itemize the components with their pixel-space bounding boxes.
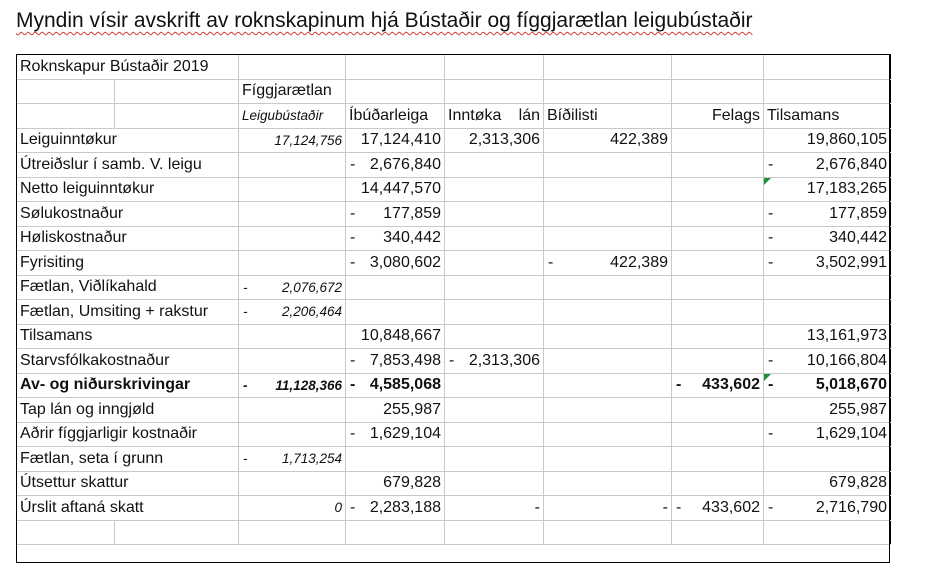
cell-inntoka — [445, 324, 544, 349]
cell-ibud — [346, 275, 445, 300]
table-row — [17, 177, 891, 202]
negative-sign: - — [676, 498, 682, 516]
cell-figg — [239, 422, 346, 447]
cell-bidi-value: - — [662, 498, 668, 516]
cell-bidi — [544, 447, 672, 472]
negative-sign: - — [243, 304, 248, 320]
cell-figg-value: 11,128,366 — [275, 377, 342, 393]
cell-figg — [239, 471, 346, 496]
cell-tilsamans-value: 2,676,840 — [815, 155, 887, 173]
cell-tilsamans — [764, 128, 891, 153]
cell-tilsamans-value: 19,860,105 — [806, 131, 887, 149]
cell-figg — [239, 202, 346, 227]
cell-felags — [672, 324, 764, 349]
header-tilsamans: Tilsamans — [764, 104, 891, 129]
negative-sign: - — [243, 279, 248, 295]
negative-sign: - — [768, 155, 774, 173]
header-ibud: Íbúðarleiga — [346, 104, 445, 129]
formula-warning-marker — [764, 374, 771, 381]
cell-inntoka — [445, 373, 544, 398]
table-row — [17, 471, 891, 496]
header-inntoka: Inntøka lán — [445, 104, 544, 129]
negative-sign: - — [768, 498, 774, 516]
cell-bidi-value: 422,389 — [610, 253, 668, 271]
cell-tilsamans-value: 13,161,973 — [806, 327, 887, 345]
table-row — [17, 496, 891, 521]
row-label: Høliskostnaður — [17, 226, 239, 251]
row-label: Útreiðslur í samb. V. leigu — [17, 153, 239, 178]
cell-inntoka — [445, 226, 544, 251]
negative-sign: - — [768, 229, 774, 247]
cell-felags — [672, 447, 764, 472]
cell-ibud-value: 255,987 — [383, 400, 441, 418]
cell-felags — [672, 398, 764, 423]
table-row — [17, 226, 891, 251]
negative-sign: - — [548, 253, 554, 271]
cell-tilsamans-value: 340,442 — [829, 229, 887, 247]
cell-ibud-value: 14,447,570 — [360, 180, 441, 198]
cell-tilsamans — [764, 275, 891, 300]
cell-figg — [239, 373, 346, 398]
formula-warning-marker — [764, 178, 771, 185]
negative-sign: - — [243, 377, 248, 393]
cell-tilsamans-value: 1,629,104 — [815, 425, 887, 443]
header-figg-line1: Fíggjarætlan — [239, 79, 346, 104]
cell-figg-value: 2,076,672 — [281, 279, 342, 295]
negative-sign: - — [768, 351, 774, 369]
header-felags: Felags — [672, 104, 764, 129]
cell-inntoka — [445, 202, 544, 227]
cell-tilsamans — [764, 300, 891, 325]
cell-tilsamans — [764, 373, 891, 398]
cell-felags — [672, 349, 764, 374]
negative-sign: - — [350, 498, 356, 516]
negative-sign: - — [350, 376, 356, 394]
table-row — [17, 128, 891, 153]
cell-tilsamans-value: 10,166,804 — [806, 351, 887, 369]
row-label: Fætlan, seta í grunn — [17, 447, 239, 472]
cell-tilsamans-value: 177,859 — [829, 204, 887, 222]
cell-felags-value: 433,602 — [702, 498, 760, 516]
row-label: Leiguinntøkur — [17, 128, 239, 153]
cell-tilsamans-value: 2,716,790 — [815, 498, 887, 516]
cell-ibud — [346, 422, 445, 447]
header-row-1 — [17, 79, 891, 104]
negative-sign: - — [768, 253, 774, 271]
cell-figg — [239, 275, 346, 300]
cell-ibud-value: 340,442 — [383, 229, 441, 247]
cell-bidi — [544, 422, 672, 447]
negative-sign: - — [768, 425, 774, 443]
cell-felags — [672, 275, 764, 300]
cell-bidi — [544, 251, 672, 276]
row-label: Tap lán og inngjøld — [17, 398, 239, 423]
negative-sign: - — [350, 155, 356, 173]
cell-bidi — [544, 153, 672, 178]
cell-ibud-value: 679,828 — [383, 474, 441, 492]
cell-ibud-value: 3,080,602 — [369, 253, 441, 271]
cell-bidi — [544, 471, 672, 496]
table-row — [17, 300, 891, 325]
cell-felags — [672, 373, 764, 398]
cell-inntoka-value: 2,313,306 — [468, 351, 540, 369]
row-label: Útsettur skattur — [17, 471, 239, 496]
cell-figg — [239, 447, 346, 472]
cell-felags-value: 433,602 — [702, 376, 760, 394]
cell-ibud — [346, 177, 445, 202]
cell-figg — [239, 300, 346, 325]
cell-ibud-value: 2,283,188 — [369, 498, 441, 516]
negative-sign: - — [449, 351, 455, 369]
cell-figg-value: 1,713,254 — [281, 451, 342, 467]
row-label: Fætlan, Viðlíkahald — [17, 275, 239, 300]
row-label: Starvsfólkakostnaður — [17, 349, 239, 374]
row-label: Úrslit aftaná skatt — [17, 496, 239, 521]
table-row — [17, 373, 891, 398]
cell-inntoka — [445, 496, 544, 521]
cell-ibud — [346, 202, 445, 227]
negative-sign: - — [768, 376, 774, 394]
cell-tilsamans — [764, 496, 891, 521]
cell-ibud-value: 4,585,068 — [369, 376, 441, 394]
cell-tilsamans-value: 5,018,670 — [815, 376, 887, 394]
cell-figg — [239, 153, 346, 178]
cell-inntoka — [445, 398, 544, 423]
cell-bidi — [544, 128, 672, 153]
cell-figg — [239, 251, 346, 276]
cell-inntoka — [445, 447, 544, 472]
row-label: Fyrisiting — [17, 251, 239, 276]
cell-tilsamans — [764, 153, 891, 178]
sheet-title: Roknskapur Bústaðir 2019 — [17, 55, 239, 80]
cell-inntoka — [445, 275, 544, 300]
cell-inntoka — [445, 422, 544, 447]
cell-inntoka-value: - — [534, 498, 540, 516]
cell-ibud-value: 7,853,498 — [369, 351, 441, 369]
cell-ibud — [346, 471, 445, 496]
table-row — [17, 324, 891, 349]
cell-ibud-value: 10,848,667 — [360, 327, 441, 345]
accounts-table — [16, 54, 891, 545]
cell-bidi — [544, 373, 672, 398]
row-label: Fætlan, Umsiting + rakstur — [17, 300, 239, 325]
cell-ibud — [346, 153, 445, 178]
cell-ibud-value: 1,629,104 — [369, 425, 441, 443]
cell-inntoka — [445, 349, 544, 374]
cell-figg-value: 0 — [334, 500, 342, 516]
table-row — [17, 349, 891, 374]
cell-tilsamans — [764, 349, 891, 374]
cell-tilsamans-value: 255,987 — [829, 400, 887, 418]
row-label: Tilsamans — [17, 324, 239, 349]
cell-tilsamans — [764, 398, 891, 423]
cell-felags — [672, 177, 764, 202]
cell-figg — [239, 324, 346, 349]
cell-inntoka — [445, 471, 544, 496]
table-row — [17, 251, 891, 276]
cell-tilsamans — [764, 324, 891, 349]
cell-felags — [672, 496, 764, 521]
cell-figg — [239, 496, 346, 521]
cell-inntoka — [445, 177, 544, 202]
table-row — [17, 447, 891, 472]
header-row-2 — [17, 104, 891, 129]
negative-sign: - — [350, 204, 356, 222]
cell-inntoka — [445, 128, 544, 153]
sheet-title-row — [17, 55, 891, 80]
cell-figg — [239, 226, 346, 251]
cell-tilsamans — [764, 251, 891, 276]
negative-sign: - — [676, 376, 682, 394]
cell-bidi — [544, 226, 672, 251]
cell-inntoka — [445, 251, 544, 276]
row-label: Sølukostnaður — [17, 202, 239, 227]
table-row — [17, 398, 891, 423]
cell-ibud-value: 17,124,410 — [360, 131, 441, 149]
cell-felags — [672, 202, 764, 227]
cell-ibud — [346, 373, 445, 398]
cell-ibud — [346, 128, 445, 153]
negative-sign: - — [243, 451, 248, 467]
page-title: Myndin vísir avskrift av roknskapinum hjá Bústaðir og fíggjarætlan leigubústaðir — [16, 9, 753, 32]
cell-tilsamans — [764, 422, 891, 447]
cell-bidi — [544, 202, 672, 227]
cell-ibud — [346, 251, 445, 276]
cell-ibud — [346, 398, 445, 423]
negative-sign: - — [350, 229, 356, 247]
table-row — [17, 202, 891, 227]
cell-felags — [672, 422, 764, 447]
cell-tilsamans-value: 17,183,265 — [806, 180, 887, 198]
cell-figg — [239, 349, 346, 374]
cell-tilsamans-value: 3,502,991 — [815, 253, 887, 271]
cell-bidi-value: 422,389 — [610, 131, 668, 149]
header-bidi: Bíðilisti — [544, 104, 672, 129]
cell-felags — [672, 226, 764, 251]
cell-bidi — [544, 177, 672, 202]
negative-sign: - — [768, 204, 774, 222]
row-label: Netto leiguinntøkur — [17, 177, 239, 202]
cell-ibud — [346, 226, 445, 251]
cell-figg — [239, 128, 346, 153]
cell-ibud — [346, 324, 445, 349]
cell-ibud-value: 177,859 — [383, 204, 441, 222]
table-row — [17, 422, 891, 447]
cell-tilsamans-value: 679,828 — [829, 474, 887, 492]
cell-bidi — [544, 300, 672, 325]
cell-tilsamans — [764, 471, 891, 496]
cell-bidi — [544, 275, 672, 300]
cell-ibud-value: 2,676,840 — [369, 155, 441, 173]
cell-ibud — [346, 349, 445, 374]
cell-bidi — [544, 496, 672, 521]
negative-sign: - — [350, 351, 356, 369]
header-figg-line2: Leigubústaðir — [239, 104, 346, 129]
cell-figg-value: 17,124,756 — [274, 132, 342, 148]
empty-row — [17, 520, 891, 545]
cell-felags — [672, 251, 764, 276]
cell-figg — [239, 398, 346, 423]
negative-sign: - — [350, 425, 356, 443]
cell-tilsamans — [764, 202, 891, 227]
cell-bidi — [544, 349, 672, 374]
cell-tilsamans — [764, 226, 891, 251]
cell-figg — [239, 177, 346, 202]
cell-felags — [672, 128, 764, 153]
cell-felags — [672, 153, 764, 178]
cell-inntoka — [445, 300, 544, 325]
cell-ibud — [346, 300, 445, 325]
cell-tilsamans — [764, 447, 891, 472]
negative-sign: - — [350, 253, 356, 271]
cell-bidi — [544, 398, 672, 423]
table-row — [17, 153, 891, 178]
cell-inntoka — [445, 153, 544, 178]
cell-ibud — [346, 496, 445, 521]
row-label: Av- og niðurskrivingar — [17, 373, 239, 398]
cell-tilsamans — [764, 177, 891, 202]
cell-felags — [672, 300, 764, 325]
cell-figg-value: 2,206,464 — [281, 304, 342, 320]
cell-ibud — [346, 447, 445, 472]
table-row — [17, 275, 891, 300]
cell-inntoka-value: 2,313,306 — [468, 131, 540, 149]
cell-felags — [672, 471, 764, 496]
row-label: Aðrir fíggjarligir kostnaðir — [17, 422, 239, 447]
cell-bidi — [544, 324, 672, 349]
